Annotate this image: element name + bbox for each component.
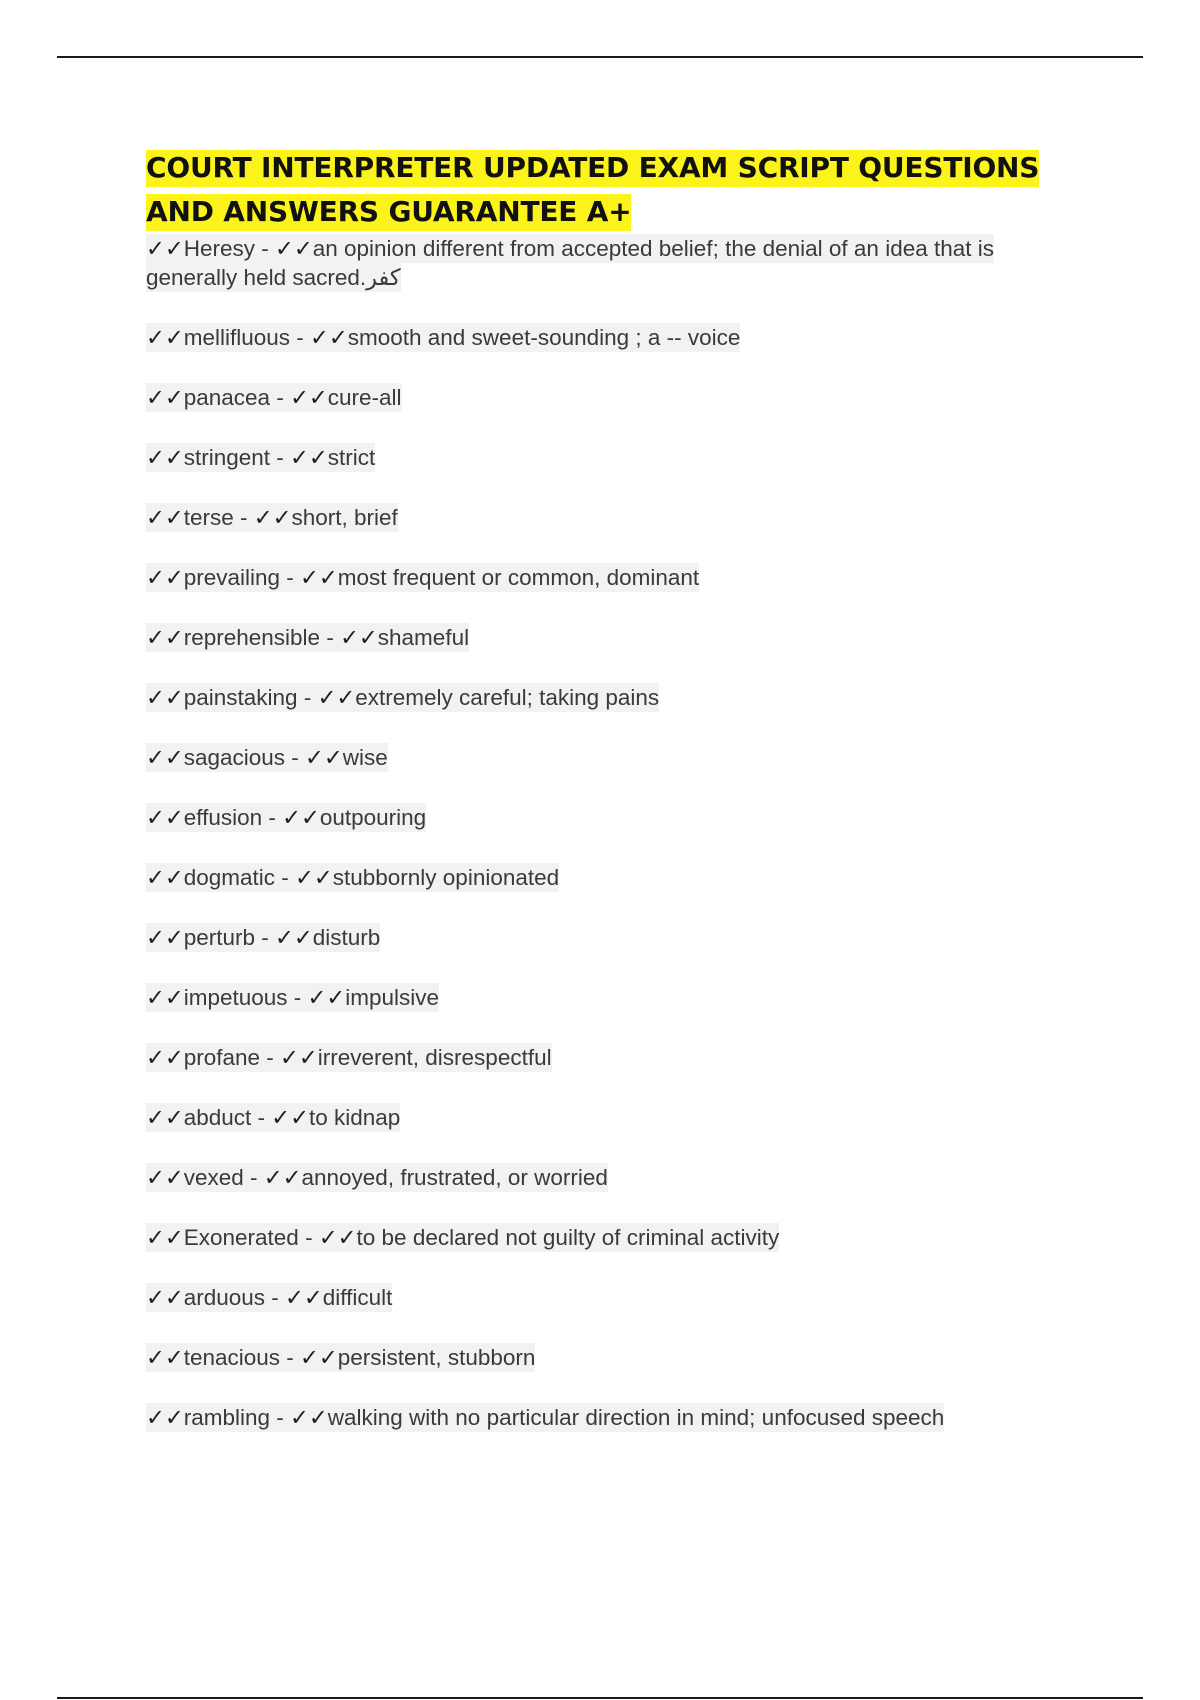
entry-definition: most frequent or common, dominant — [337, 565, 700, 590]
entry-term: abduct — [183, 1105, 252, 1130]
entry-item — [146, 923, 1076, 952]
checkmark-icon: ✓✓ — [146, 925, 184, 950]
checkmark-icon: ✓✓ — [310, 325, 348, 350]
entry-definition: to be declared not guilty of criminal activity — [356, 1225, 780, 1250]
checkmark-icon: ✓✓ — [146, 685, 184, 710]
entry-definition: smooth and sweet-sounding ; a -- voice — [347, 325, 741, 350]
entry-text: ✓✓panacea - ✓✓cure-all — [146, 385, 402, 410]
entry-definition: difficult — [322, 1285, 393, 1310]
entry-definition: extremely careful; taking pains — [355, 685, 660, 710]
entry-term: painstaking — [183, 685, 298, 710]
entry-text: ✓✓painstaking - ✓✓extremely careful; taking pains — [146, 685, 660, 710]
entry-text: ✓✓terse - ✓✓short, brief — [146, 505, 398, 530]
checkmark-icon: ✓✓ — [271, 1105, 309, 1130]
checkmark-icon: ✓✓ — [318, 1225, 357, 1250]
entry-definition: impulsive — [345, 985, 440, 1010]
entry-item — [146, 1043, 1076, 1072]
entry-text: ✓✓effusion - ✓✓outpouring — [146, 805, 427, 830]
entry-definition: wise — [342, 745, 388, 770]
entry-text: ✓✓dogmatic - ✓✓stubbornly opinionated — [146, 865, 560, 890]
entry-definition: persistent, stubborn — [337, 1345, 536, 1370]
entry-term: profane — [183, 1045, 261, 1070]
entry-definition: stubbornly opinionated — [332, 865, 560, 890]
entry-list — [146, 234, 1076, 1432]
checkmark-icon: ✓✓ — [146, 236, 184, 261]
entry-item — [146, 803, 1076, 832]
checkmark-icon: ✓✓ — [340, 625, 378, 650]
entry-definition: annoyed, frustrated, or worried — [301, 1165, 608, 1190]
entry-definition: outpouring — [319, 805, 427, 830]
entry-text: ✓✓abduct - ✓✓to kidnap — [146, 1105, 401, 1130]
checkmark-icon: ✓✓ — [146, 1345, 184, 1370]
entry-definition: irreverent, disrespectful — [317, 1045, 552, 1070]
entry-term: reprehensible — [183, 625, 321, 650]
entry-item — [146, 234, 1076, 292]
entry-term: dogmatic — [183, 865, 276, 890]
checkmark-icon: ✓✓ — [146, 325, 184, 350]
entry-item — [146, 323, 1076, 352]
entry-text: ✓✓prevailing - ✓✓most frequent or common, dominant — [146, 565, 700, 590]
entry-item — [146, 863, 1076, 892]
checkmark-icon: ✓✓ — [146, 445, 184, 470]
entry-text: ✓✓Heresy - ✓✓an opinion different from accepted belief; the denial of an idea that is generally held sacred.كفر — [146, 236, 995, 290]
entry-term: tenacious — [183, 1345, 281, 1370]
checkmark-icon: ✓✓ — [146, 1225, 184, 1250]
entry-term: vexed — [183, 1165, 244, 1190]
checkmark-icon: ✓✓ — [146, 1405, 184, 1430]
entry-text: ✓✓mellifluous - ✓✓smooth and sweet-sounding ; a -- voice — [146, 325, 741, 350]
entry-term: impetuous — [183, 985, 288, 1010]
checkmark-icon: ✓✓ — [146, 505, 184, 530]
checkmark-icon: ✓✓ — [300, 1345, 338, 1370]
entry-item — [146, 1403, 1076, 1432]
entry-term: Heresy — [183, 236, 255, 261]
checkmark-icon: ✓✓ — [317, 685, 356, 710]
entry-text: ✓✓tenacious - ✓✓persistent, stubborn — [146, 1345, 536, 1370]
entry-text: ✓✓impetuous - ✓✓impulsive — [146, 985, 440, 1010]
entry-term: Exonerated — [183, 1225, 299, 1250]
entry-definition: short, brief — [291, 505, 398, 530]
entry-item — [146, 443, 1076, 472]
checkmark-icon: ✓✓ — [146, 805, 184, 830]
entry-definition: walking with no particular direction in mind; unfocused speech — [327, 1405, 945, 1430]
checkmark-icon: ✓✓ — [263, 1165, 302, 1190]
checkmark-icon: ✓✓ — [146, 1165, 184, 1190]
document-body — [146, 146, 1076, 1432]
checkmark-icon: ✓✓ — [280, 1045, 318, 1070]
checkmark-icon: ✓✓ — [146, 865, 184, 890]
entry-term: rambling — [183, 1405, 271, 1430]
entry-item — [146, 563, 1076, 592]
entry-item — [146, 1103, 1076, 1132]
entry-text: ✓✓sagacious - ✓✓wise — [146, 745, 388, 770]
top-rule — [57, 56, 1143, 58]
checkmark-icon: ✓✓ — [146, 1045, 184, 1070]
entry-text: ✓✓vexed - ✓✓annoyed, frustrated, or worried — [146, 1165, 608, 1190]
entry-definition: cure-all — [327, 385, 402, 410]
checkmark-icon: ✓✓ — [253, 505, 292, 530]
entry-item — [146, 1223, 1076, 1252]
checkmark-icon: ✓✓ — [146, 1105, 184, 1130]
checkmark-icon: ✓✓ — [275, 236, 313, 261]
entry-term: stringent — [183, 445, 271, 470]
checkmark-icon: ✓✓ — [305, 745, 343, 770]
checkmark-icon: ✓✓ — [285, 1285, 323, 1310]
entry-definition: to kidnap — [309, 1105, 401, 1130]
entry-definition: shameful — [377, 625, 470, 650]
checkmark-icon: ✓✓ — [146, 1285, 184, 1310]
entry-term: effusion — [183, 805, 263, 830]
entry-definition: disturb — [312, 925, 381, 950]
entry-term: panacea — [183, 385, 271, 410]
entry-definition: an opinion different from accepted belief; the denial of an idea that is generally held sacred.كفر — [146, 236, 995, 290]
entry-text: ✓✓perturb - ✓✓disturb — [146, 925, 381, 950]
title-highlight: COURT INTERPRETER UPDATED EXAM SCRIPT QUESTIONS AND ANSWERS GUARANTEE A+ — [146, 150, 1039, 231]
checkmark-icon: ✓✓ — [290, 385, 328, 410]
checkmark-icon: ✓✓ — [146, 625, 184, 650]
checkmark-icon: ✓✓ — [290, 1405, 328, 1430]
entry-term: mellifluous — [183, 325, 291, 350]
entry-item — [146, 1163, 1076, 1192]
entry-definition: strict — [327, 445, 376, 470]
entry-item — [146, 1343, 1076, 1372]
entry-item — [146, 383, 1076, 412]
entry-item — [146, 743, 1076, 772]
entry-text: ✓✓Exonerated - ✓✓to be declared not guilty of criminal activity — [146, 1225, 780, 1250]
checkmark-icon: ✓✓ — [275, 925, 313, 950]
checkmark-icon: ✓✓ — [146, 745, 184, 770]
checkmark-icon: ✓✓ — [300, 565, 338, 590]
entry-term: terse — [183, 505, 234, 530]
entry-item — [146, 1283, 1076, 1312]
entry-item — [146, 623, 1076, 652]
entry-term: perturb — [183, 925, 256, 950]
entry-text: ✓✓reprehensible - ✓✓shameful — [146, 625, 470, 650]
entry-term: sagacious — [183, 745, 286, 770]
checkmark-icon: ✓✓ — [295, 865, 333, 890]
entry-item — [146, 983, 1076, 1012]
document-title — [146, 146, 1076, 234]
entry-text: ✓✓profane - ✓✓irreverent, disrespectful — [146, 1045, 552, 1070]
checkmark-icon: ✓✓ — [146, 985, 184, 1010]
bottom-rule — [57, 1697, 1143, 1699]
checkmark-icon: ✓✓ — [282, 805, 320, 830]
checkmark-icon: ✓✓ — [146, 385, 184, 410]
checkmark-icon: ✓✓ — [290, 445, 328, 470]
entry-item — [146, 683, 1076, 712]
entry-text: ✓✓stringent - ✓✓strict — [146, 445, 376, 470]
entry-term: arduous — [183, 1285, 266, 1310]
entry-item — [146, 503, 1076, 532]
entry-text: ✓✓rambling - ✓✓walking with no particular direction in mind; unfocused speech — [146, 1405, 945, 1430]
entry-text: ✓✓arduous - ✓✓difficult — [146, 1285, 393, 1310]
checkmark-icon: ✓✓ — [307, 985, 346, 1010]
entry-term: prevailing — [183, 565, 281, 590]
checkmark-icon: ✓✓ — [146, 565, 184, 590]
